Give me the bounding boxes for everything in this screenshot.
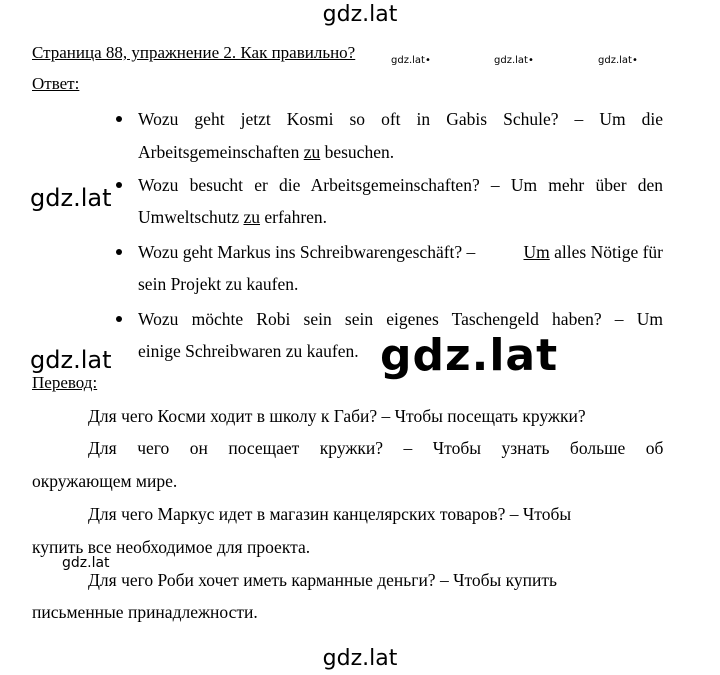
answer-item-4-line2: einige Schreibwaren zu kaufen. bbox=[138, 341, 359, 361]
translation-1-line1: Для чего Косми ходит в школу к Габи? – Чтобы посещать кружки? bbox=[88, 406, 586, 426]
watermark-left-1: gdz.lat bbox=[30, 184, 112, 212]
bullet-icon bbox=[116, 249, 122, 255]
watermark-big: gdz.lat bbox=[380, 330, 559, 381]
answer-item-3-line2: sein Projekt zu kaufen. bbox=[138, 274, 299, 294]
translation-2-line1: Для чего он посещает кружки? – Чтобы узнать больше об bbox=[88, 438, 664, 458]
watermark-bottom: gdz.lat bbox=[322, 646, 398, 671]
answer-item-4-line1: Wozu möchte Robi sein sein eigenes Taschengeld haben? – Um bbox=[138, 309, 663, 329]
watermark-small-1: gdz.lat• bbox=[391, 55, 431, 66]
answer-item-1-line1: Wozu geht jetzt Kosmi so oft in Gabis Schule? – Um die bbox=[138, 109, 663, 129]
translation-3-line2: купить все необходимое для проекта. bbox=[32, 537, 311, 557]
translation-3-line1: Для чего Маркус идет в магазин канцелярских товаров? – Чтобы bbox=[88, 504, 572, 524]
answer-label: Ответ: bbox=[32, 74, 80, 93]
translation-4-line2: письменные принадлежности. bbox=[32, 602, 258, 622]
translation-2-line2: окружающем мире. bbox=[32, 471, 178, 491]
watermark-small-2: gdz.lat• bbox=[494, 55, 534, 66]
answer-item-1-line2: Arbeitsgemeinschaften zu besuchen. bbox=[138, 142, 395, 162]
watermark-left-2: gdz.lat bbox=[30, 346, 112, 374]
answer-item-3-line1: Wozu geht Markus ins Schreibwarengeschäft? – Um alles Nötige für bbox=[138, 242, 663, 262]
bullet-icon bbox=[116, 116, 122, 122]
answer-item-2-line1: Wozu besucht er die Arbeitsgemeinschaften? – Um mehr über den bbox=[138, 175, 663, 195]
watermark-tiny: gdz.lat bbox=[62, 555, 110, 571]
answer-item-2-line2: Umweltschutz zu erfahren. bbox=[138, 207, 328, 227]
exercise-heading: Страница 88, упражнение 2. Как правильно? bbox=[32, 43, 356, 62]
watermark-small-3: gdz.lat• bbox=[598, 55, 638, 66]
translation-4-line1: Для чего Роби хочет иметь карманные деньги? – Чтобы купить bbox=[88, 570, 558, 590]
translation-label: Перевод: bbox=[32, 373, 98, 392]
bullet-icon bbox=[116, 182, 122, 188]
bullet-icon bbox=[116, 316, 122, 322]
watermark-top: gdz.lat bbox=[322, 2, 398, 27]
